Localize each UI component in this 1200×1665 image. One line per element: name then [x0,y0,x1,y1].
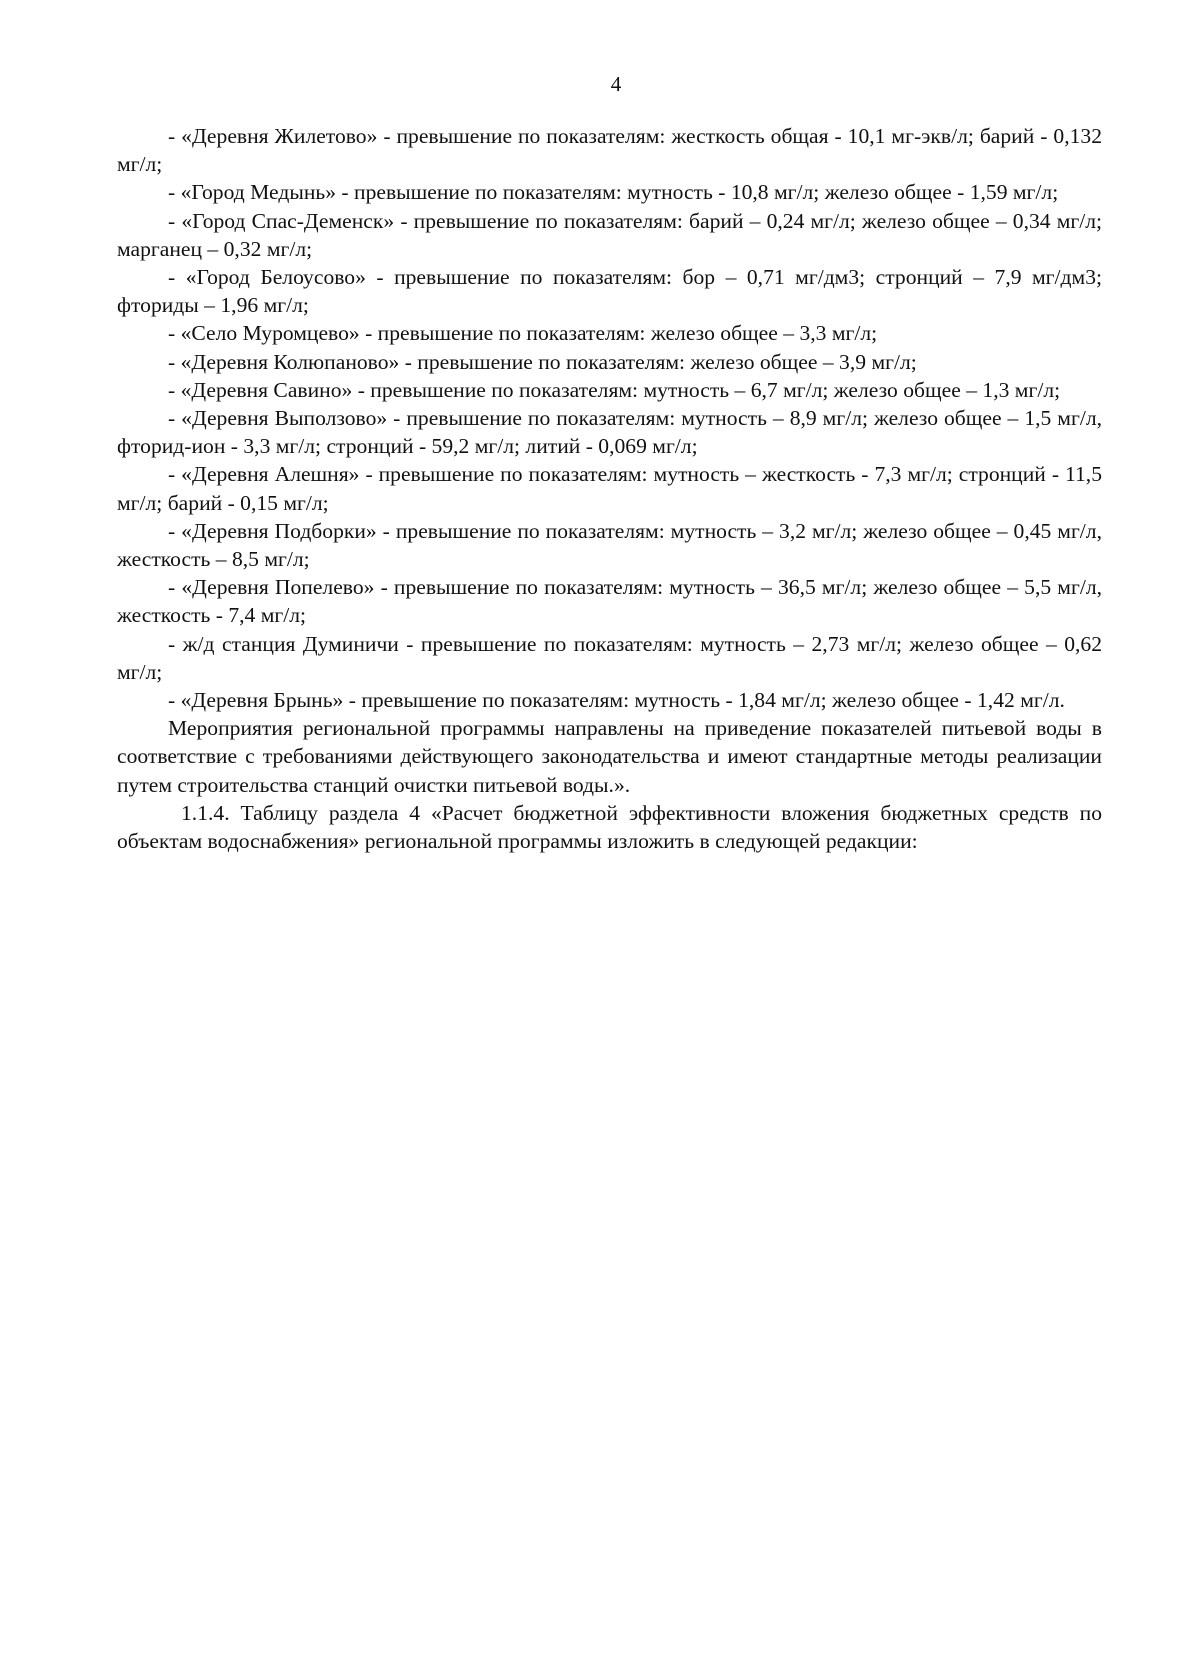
list-item: - ж/д станция Думиничи - превышение по показателям: мутность – 2,73 мг/л; железо общее – 0,62 мг/л; [117,631,1102,684]
list-item: - «Деревня Жилетово» - превышение по показателям: жесткость общая - 10,1 мг-экв/л; барий - 0,132 мг/л; [117,124,1102,177]
list-item: - «Деревня Савино» - превышение по показателям: мутность – 6,7 мг/л; железо общее – 1,3 мг/л; [168,377,1061,402]
list-item: - «Деревня Выползово» - превышение по показателям: мутность – 8,9 мг/л; железо общее – 1,5 мг/л, фторид-ион - 3,3 мг/л; стронций - 59,2 мг/л; литий - 0,069 мг/л; [117,406,1102,459]
list-item: - «Город Спас-Деменск» - превышение по показателям: барий – 0,24 мг/л; железо общее – 0,34 мг/л; марганец – 0,32 мг/л; [117,208,1102,261]
list-item: - «Деревня Алешня» - превышение по показателям: мутность – жесткость - 7,3 мг/л; стронций - 11,5 мг/л; барий - 0,15 мг/л; [117,462,1102,515]
list-item: - «Город Белоусово» - превышение по показателям: бор – 0,71 мг/дм3; стронций – 7,9 мг/дм3; фториды – 1,96 мг/л; [117,265,1102,318]
list-item: - «Село Муромцево» - превышение по показателям: железо общее – 3,3 мг/л; [168,321,878,346]
list-item: - «Город Медынь» - превышение по показателям: мутность - 10,8 мг/л; железо общее - 1,59 мг/л; [168,180,1059,205]
list-item: - «Деревня Подборки» - превышение по показателям: мутность – 3,2 мг/л; железо общее – 0,45 мг/л, жесткость – 8,5 мг/л; [117,518,1102,572]
list-item: - «Деревня Брынь» - превышение по показателям: мутность - 1,84 мг/л; железо общее - 1,42 мг/л. [168,688,1065,713]
document-body [117,122,1102,855]
measures-paragraph: Мероприятия региональной программы направлены на приведение показателей питьевой воды в соответствие с требованиями действующего законодательства и имеют стандартные методы реализации путем строительства станций очистки питьевой воды.». [117,716,1102,797]
list-item: - «Деревня Колюпаново» - превышение по показателям: железо общее – 3,9 мг/л; [168,349,917,374]
list-item: - «Деревня Попелево» - превышение по показателям: мутность – 36,5 мг/л; железо общее – 5,5 мг/л, жесткость - 7,4 мг/л; [117,575,1102,628]
clause-paragraph: 1.1.4. Таблицу раздела 4 «Расчет бюджетной эффективности вложения бюджетных средств по объектам водоснабжения» региональной программы изложить в следующей редакции: [117,800,1102,854]
page-number: 4 [610,72,622,96]
